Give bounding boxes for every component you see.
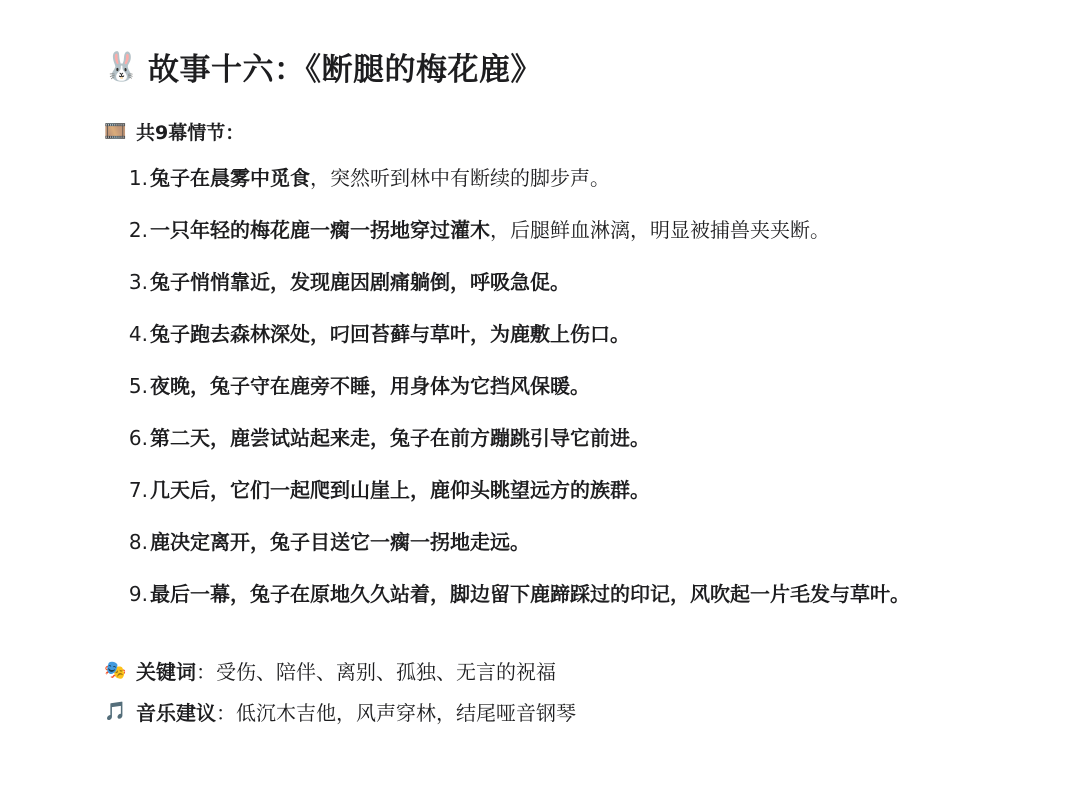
scene-text-bold: 最后一幕，兔子在原地久久站着，脚边留下鹿蹄踩过的印记，风吹起一片毛发与草叶。 xyxy=(150,582,910,606)
keywords-line xyxy=(104,654,556,686)
scene-count-text: 共9幕情节： xyxy=(136,121,245,144)
scene-text xyxy=(150,423,650,453)
scene-text xyxy=(150,475,650,505)
scene-text-normal: ，后腿鲜血淋漓，明显被捕兽夹夹断。 xyxy=(490,218,830,242)
scene-text-bold: 兔子跑去森林深处，叼回苔藓与草叶，为鹿敷上伤口。 xyxy=(150,322,630,346)
scene-number: 6. xyxy=(128,426,148,450)
scene-count-heading xyxy=(104,117,244,145)
keywords-value: ：受伤、陪伴、离别、孤独、无言的祝福 xyxy=(196,659,556,684)
scene-item-6 xyxy=(104,423,1064,475)
scene-number: 1. xyxy=(128,166,148,190)
scene-text-bold: 几天后，它们一起爬到山崖上，鹿仰头眺望远方的族群。 xyxy=(150,478,650,502)
scene-text xyxy=(150,215,830,245)
scene-item-7 xyxy=(104,475,1064,527)
scene-item-5 xyxy=(104,371,1064,423)
scene-list xyxy=(104,163,1064,631)
scene-number: 7. xyxy=(128,478,148,502)
scene-text xyxy=(150,527,530,557)
scene-text xyxy=(150,371,590,401)
scene-number: 4. xyxy=(128,322,148,346)
scene-text xyxy=(150,267,570,297)
scene-text-bold: 兔子悄悄靠近，发现鹿因剧痛躺倒，呼吸急促。 xyxy=(150,270,570,294)
scene-text-bold: 鹿决定离开，兔子目送它一瘸一拐地走远。 xyxy=(150,530,530,554)
music-suggestion-label: 音乐建议 xyxy=(136,700,216,725)
story-title-text: 故事十六：《断腿的梅花鹿》 xyxy=(148,51,542,88)
scene-text-bold: 夜晚，兔子守在鹿旁不睡，用身体为它挡风保暖。 xyxy=(150,374,590,398)
scene-text-bold: 第二天，鹿尝试站起来走，兔子在前方蹦跳引导它前进。 xyxy=(150,426,650,450)
music-suggestion-line xyxy=(104,695,576,727)
scene-item-9 xyxy=(104,579,1064,631)
scene-number: 8. xyxy=(128,530,148,554)
scene-text-normal: ，突然听到林中有断续的脚步声。 xyxy=(310,166,610,190)
scene-item-8 xyxy=(104,527,1064,579)
theater-masks-icon: 🎭 xyxy=(104,659,127,681)
scene-number: 3. xyxy=(128,270,148,294)
scene-text xyxy=(150,163,610,193)
scene-item-3 xyxy=(104,267,1064,319)
scene-text xyxy=(150,579,910,609)
scene-text-bold: 一只年轻的梅花鹿一瘸一拐地穿过灌木 xyxy=(150,218,490,242)
scene-text xyxy=(150,319,630,349)
scene-item-4 xyxy=(104,319,1064,371)
music-note-icon: 🎵 xyxy=(104,700,127,722)
scene-item-2 xyxy=(104,215,1064,267)
scene-number: 9. xyxy=(128,582,148,606)
keywords-label: 关键词 xyxy=(136,659,196,684)
rabbit-icon: 🐰 xyxy=(104,49,140,83)
scene-number: 5. xyxy=(128,374,148,398)
scene-item-1 xyxy=(104,163,1064,215)
scene-number: 2. xyxy=(128,218,148,242)
music-suggestion-value: ：低沉木吉他，风声穿林，结尾哑音钢琴 xyxy=(216,700,576,725)
story-title xyxy=(104,44,542,88)
scene-text-bold: 兔子在晨雾中觅食 xyxy=(150,166,310,190)
film-frames-icon: 🎞️ xyxy=(104,120,127,142)
